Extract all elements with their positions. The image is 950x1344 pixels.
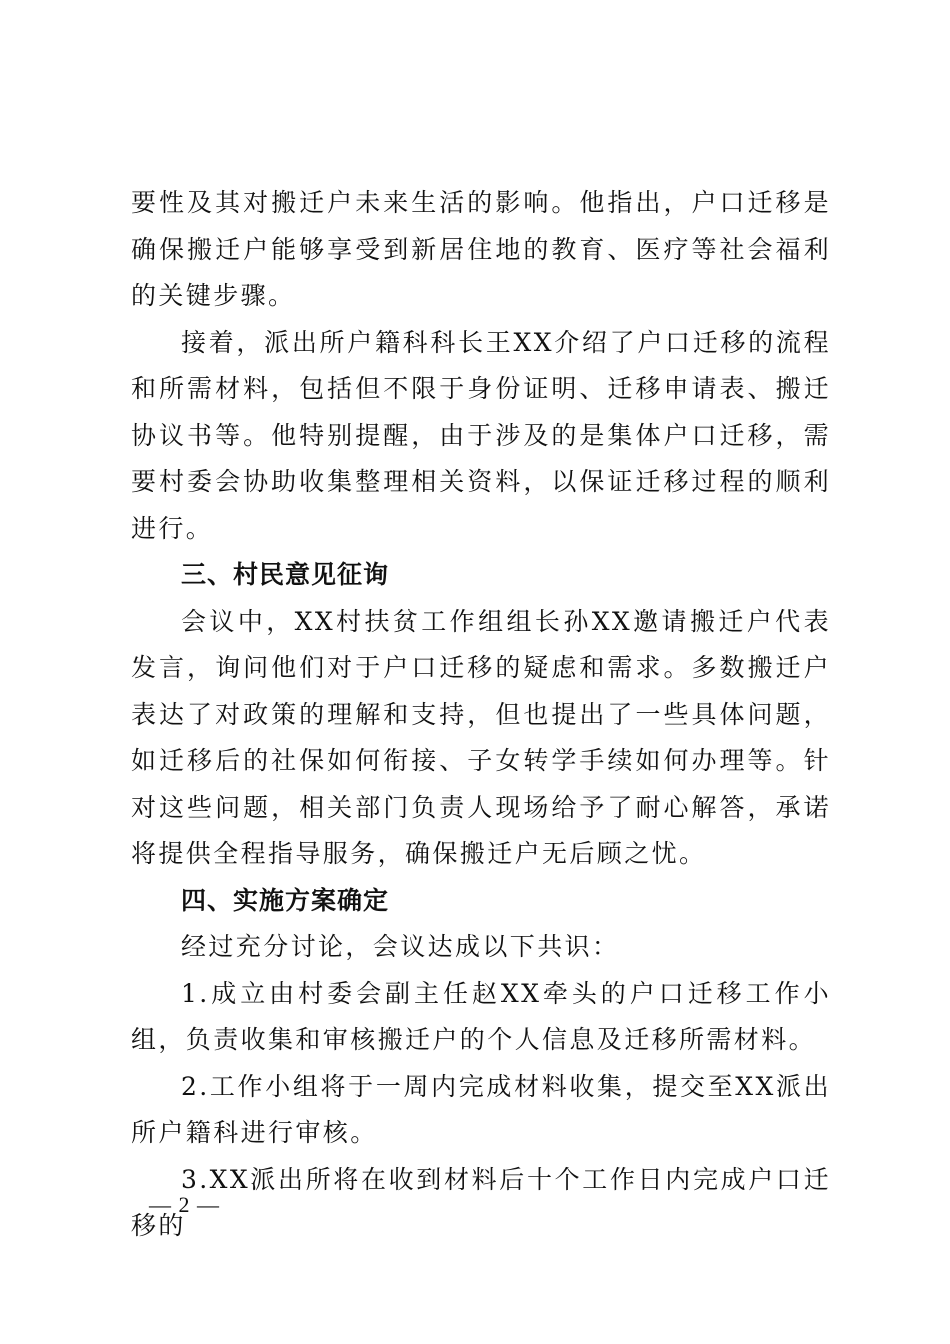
paragraph-consensus-intro: 经过充分讨论，会议达成以下共识： [181, 932, 620, 961]
section-heading-villager-opinions: 三、村民意见征询 [181, 560, 390, 589]
paragraph-process-intro: 接着，派出所户籍科科长王XX介绍了户口迁移的流程和所需材料，包括但不限于身份证明、迁移申请表、搬迁协议书等。他特别提醒，由于涉及的是集体户口迁移，需要村委会协助收集整理相关资料，以保证迁移过程的顺利进行。 [131, 327, 831, 543]
list-item-3: 3.XX派出所将在收到材料后十个工作日内完成户口迁移的 [131, 1164, 831, 1240]
paragraph-villager-opinions: 会议中，XX村扶贫工作组组长孙XX邀请搬迁户代表发言，询问他们对于户口迁移的疑虑和需求。多数搬迁户表达了对政策的理解和支持，但也提出了一些具体问题，如迁移后的社保如何衔接、子女转学手续如何办理等。针对这些问题，相关部门负责人现场给予了耐心解答，承诺将提供全程指导服务，确保搬迁户无后顾之忧。 [131, 606, 831, 868]
page-number: — 2 — [149, 1192, 220, 1217]
document-body [131, 180, 831, 1250]
list-item-1: 1.成立由村委会副主任赵XX牵头的户口迁移工作小组，负责收集和审核搬迁户的个人信息及迁移所需材料。 [131, 978, 831, 1054]
list-item-2: 2.工作小组将于一周内完成材料收集，提交至XX派出所户籍科进行审核。 [131, 1071, 831, 1147]
paragraph-continuation: 要性及其对搬迁户未来生活的影响。他指出，户口迁移是确保搬迁户能够享受到新居住地的教育、医疗等社会福利的关键步骤。 [131, 188, 831, 310]
section-heading-implementation-plan: 四、实施方案确定 [181, 885, 390, 915]
